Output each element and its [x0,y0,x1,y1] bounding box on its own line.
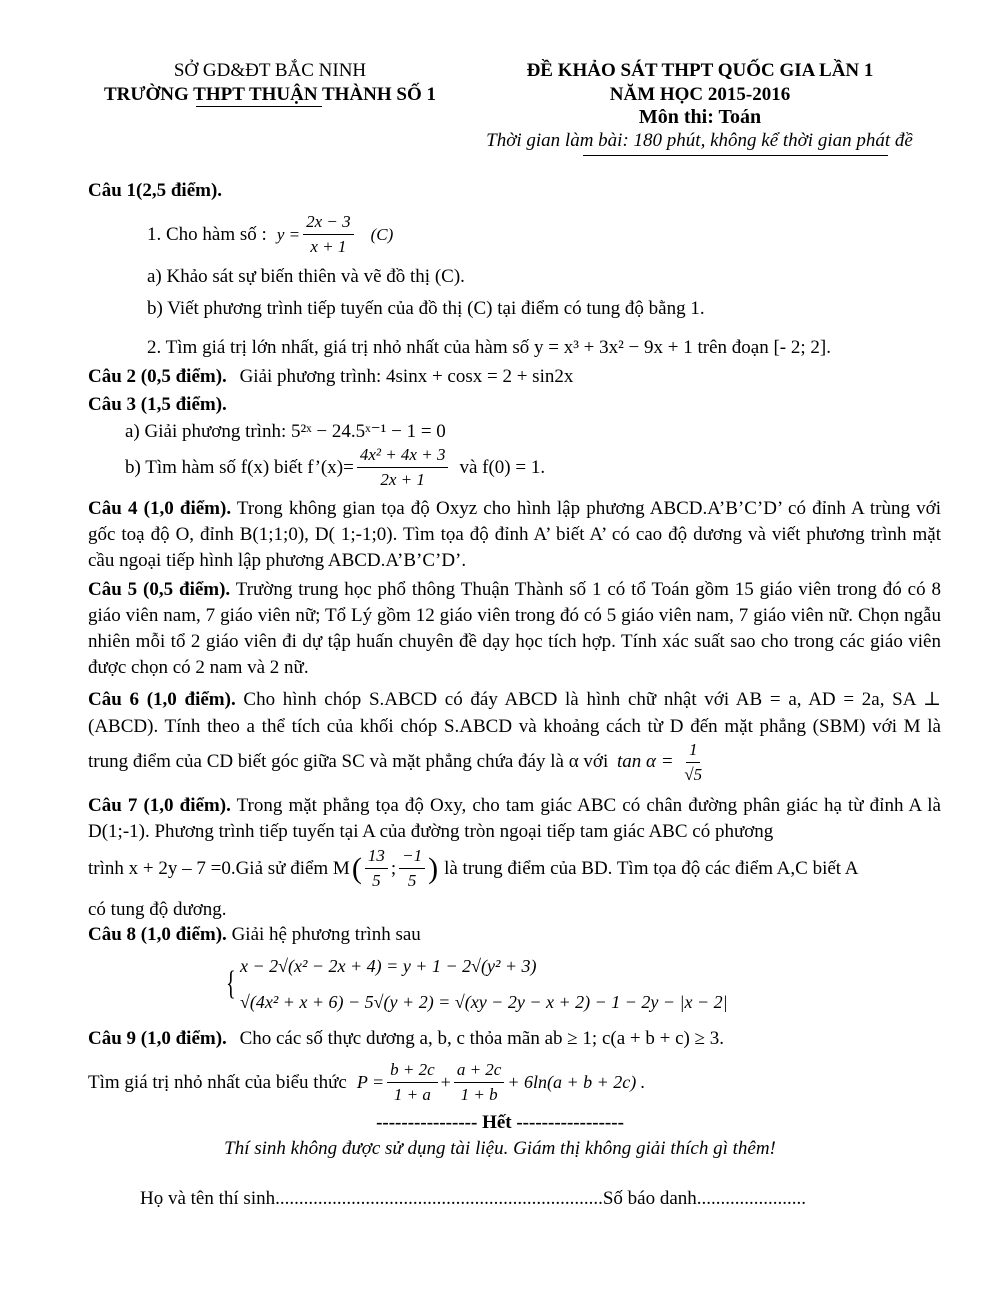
q7-line2 [88,846,941,891]
q4-title: Câu 4 (1,0 điểm). [88,498,232,519]
q3-part-b-prefix: b) Tìm hàm số f(x) biết f’(x)= [125,456,354,478]
q1-curve-label: (C) [370,224,394,244]
candidate-info-line: Họ và tên thí sinh.....................................................................Số báo danh....................... [140,1188,807,1209]
q1-part2: 2. Tìm giá trị lớn nhất, giá trị nhỏ nhất của hàm số y = x³ + 3x² − 9x + 1 trên đoạn [- 2; 2]. [147,337,831,358]
q9-fraction-1 [387,1060,438,1105]
q1-fraction [303,212,354,257]
header-department: SỞ GD&ĐT BẮC NINH [173,60,367,81]
q3-part-a: a) Giải phương trình: 5²ˣ − 24.5ˣ⁻¹ − 1 = 0 [125,421,446,442]
q8-title: Câu 8 (1,0 điểm). [88,924,227,945]
school-year: NĂM HỌC 2015-2016 [609,84,791,105]
q6-title: Câu 6 (1,0 điểm). [88,689,236,710]
exam-title: ĐỀ KHẢO SÁT THPT QUỐC GIA LẦN 1 [526,60,874,81]
q3-fraction [357,445,449,490]
q6 [88,686,941,785]
q1-numerator: 2x − 3 [303,212,354,235]
time-limit-underline [583,155,888,156]
q8-equation-1: x − 2√(x² − 2x + 4) = y + 1 − 2√(y² + 3) [240,956,537,976]
q5-text: Trường trung học phổ thông Thuận Thành số 1 có tổ Toán gồm 15 giáo viên trong đó có 8 giáo viên nam, 7 giáo viên nữ; Tổ Lý gồm 12 giáo viên trong đó có 5 giáo viên nam, 7 giáo viên nữ. Chọn ngẫu nhiên mỗi tổ 2 giáo viên đi dự tập huấn chuyên đề dạy học tích hợp. Tính xác suất sao cho trong các giáo viên được chọn có 2 nam và 2 nữ. [88,579,941,678]
q9-fraction-1-numerator: b + 2c [387,1060,438,1083]
q7-text3: có tung độ dương. [88,899,227,920]
q7-m-y-numerator: −1 [399,846,425,869]
q7-m-x-denominator: 5 [372,871,381,890]
q3-title: Câu 3 (1,5 điểm). [88,394,227,415]
end-marker: ---------------- Hết ----------------- [376,1112,624,1133]
q7-m-x [365,846,388,891]
q3-part-b [125,445,545,490]
q9-plus: + [440,1072,451,1092]
q5-title: Câu 5 (0,5 điểm). [88,579,231,600]
q7-m-x-numerator: 13 [365,846,388,869]
q2-title: Câu 2 (0,5 điểm). [88,366,227,387]
q1-part-a: a) Khảo sát sự biến thiên và vẽ đồ thị (C). [147,266,465,287]
q9-line1 [88,1028,724,1050]
q7-text1: Trong mặt phẳng tọa độ Oxy, cho tam giác ABC có chân đường phân giác hạ từ đỉnh A là D(1;-1). Phương trình tiếp tuyến tại A của đường tròn ngoại tiếp tam giác ABC có phương [88,795,941,842]
q7-text2-suffix: là trung điểm của BD. Tìm tọa độ các điểm A,C biết A [444,857,859,879]
q8-text: Giải hệ phương trình sau [231,924,421,945]
q9-text2: Tìm giá trị nhỏ nhất của biểu thức [88,1071,347,1093]
q6-tan-numerator: 1 [686,740,701,763]
exam-note: Thí sinh không được sử dụng tài liệu. Giám thị không giải thích gì thêm! [224,1138,776,1159]
q6-tan-denominator: √5 [684,765,703,784]
q7-semicolon: ; [390,857,397,879]
q1-part1 [147,212,393,257]
q3-numerator: 4x² + 4x + 3 [357,445,449,468]
q7-m-y-denominator: 5 [407,871,417,890]
q6-tan: tan α = [616,750,674,772]
q1-title: Câu 1(2,5 điểm). [88,180,223,201]
q5 [88,577,941,681]
q4-text: Trong không gian tọa độ Oxyz cho hình lập phương ABCD.A’B’C’D’ có đỉnh A trùng với gốc toạ độ O, đỉnh B(1;1;0), D( 1;-1;0). Tìm tọa độ đỉnh A’ biết A’ có cao độ dương và viết phương trình mặt cầu ngoại tiếp hình lập phương ABCD.A’B’C’D’. [88,498,941,571]
q1-y: y = [276,224,301,244]
q8-system-brace: { [226,965,236,1002]
q9-fraction-2-numerator: a + 2c [454,1060,505,1083]
q7-paren-open: ( [351,851,362,885]
q7-m-y [399,846,425,891]
q8 [88,924,421,946]
q9-title: Câu 9 (1,0 điểm). [88,1028,227,1049]
q1-denominator: x + 1 [310,237,347,256]
q7-title: Câu 7 (1,0 điểm). [88,795,231,816]
subject: Môn thi: Toán [638,106,762,128]
q2 [88,366,573,388]
q4 [88,496,941,574]
q9-text1: Cho các số thực dương a, b, c thỏa mãn ab ≥ 1; c(a + b + c) ≥ 3. [239,1028,725,1049]
q9-fraction-1-denominator: 1 + a [393,1085,431,1104]
q7-paren-close: ) [428,851,439,885]
q9-p: P = [356,1072,385,1092]
q9-fraction-2-denominator: 1 + b [460,1085,498,1104]
header-school-underline [196,106,322,107]
q7-text2-prefix: trình x + 2y – 7 =0.Giả sử điểm M [88,857,350,879]
q6-text: Cho hình chóp S.ABCD có đáy ABCD là hình chữ nhật với AB = a, AD = 2a, SA ⊥ (ABCD). Tính theo a thể tích của khối chóp S.ABCD và khoảng cách từ D đến mặt phẳng (SBM) với M là trung điểm của CD biết góc giữa SC và mặt phẳng chứa đáy là α với [88,689,942,772]
q3-denominator: 2x + 1 [380,470,425,489]
header-school: TRƯỜNG THPT THUẬN THÀNH SỐ 1 [103,84,437,105]
q9-tail: + 6ln(a + b + 2c) . [507,1072,646,1092]
q8-equation-2: √(4x² + x + 6) − 5√(y + 2) = √(xy − 2y − x + 2) − 1 − 2y − |x − 2| [240,992,728,1012]
q2-text: Giải phương trình: 4sinx + cosx = 2 + sin2x [239,366,574,387]
q6-tan-fraction [681,740,705,785]
q9-line2 [88,1060,645,1105]
time-limit: Thời gian làm bài: 180 phút, không kể thời gian phát đề [486,130,913,151]
q3-part-b-suffix: và f(0) = 1. [459,456,546,478]
q1-part1-prefix: 1. Cho hàm số : [147,223,267,245]
q7 [88,793,941,845]
q1-part-b: b) Viết phương trình tiếp tuyến của đồ thị (C) tại điểm có tung độ bằng 1. [147,298,705,319]
q9-fraction-2 [454,1060,505,1105]
